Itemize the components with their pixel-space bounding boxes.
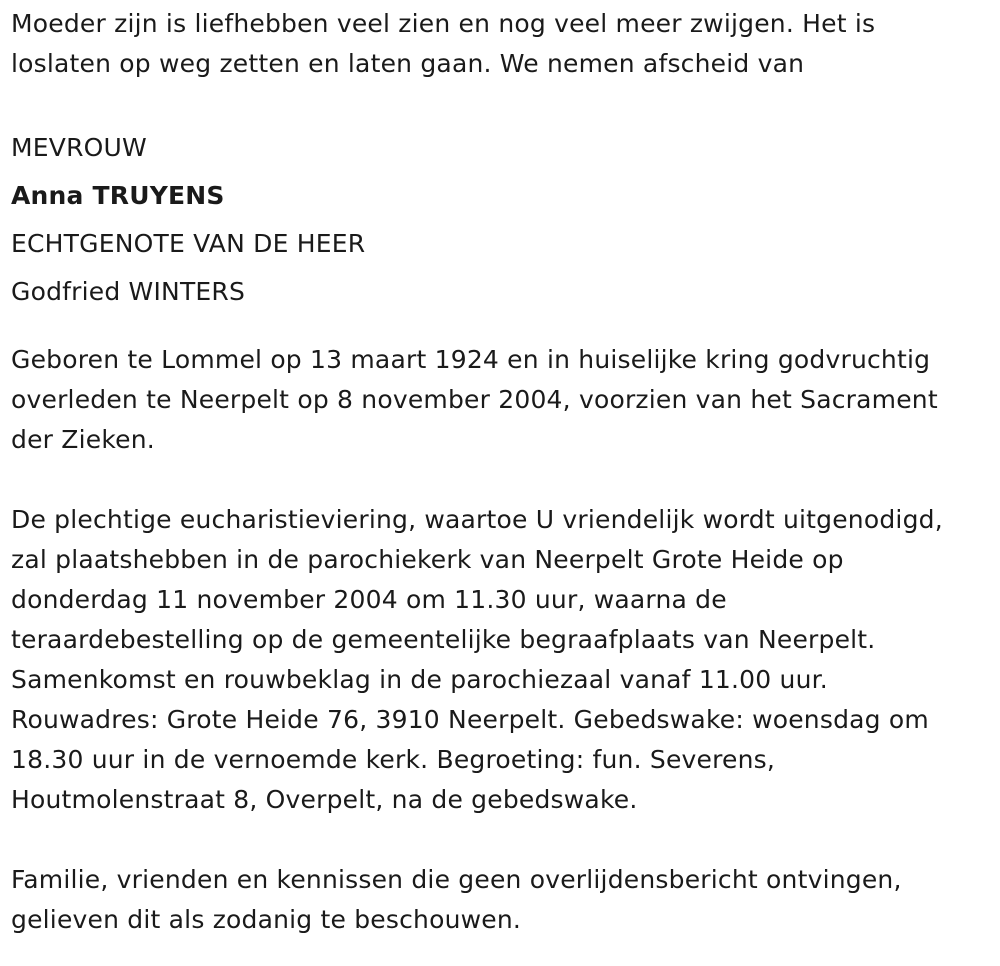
intro-paragraph xyxy=(11,4,996,84)
ceremony-line: zal plaatshebben in de parochiekerk van Neerpelt Grote Heide op xyxy=(11,545,844,574)
ceremony-line: Houtmolenstraat 8, Overpelt, na de gebedswake. xyxy=(11,785,638,814)
spacer xyxy=(11,84,996,124)
closing-paragraph xyxy=(11,860,996,940)
birth-death-line: der Zieken. xyxy=(11,425,155,454)
ceremony-line: Rouwadres: Grote Heide 76, 3910 Neerpelt. Gebedswake: woensdag om xyxy=(11,705,929,734)
spacer xyxy=(11,820,996,860)
birth-death-line: overleden te Neerpelt op 8 november 2004, voorzien van het Sacrament xyxy=(11,385,938,414)
ceremony-paragraph xyxy=(11,500,996,820)
ceremony-line: teraardebestelling op de gemeentelijke begraafplaats van Neerpelt. xyxy=(11,625,876,654)
deceased-block xyxy=(11,124,996,316)
intro-line: loslaten op weg zetten en laten gaan. We nemen afscheid van xyxy=(11,49,805,78)
intro-line: Moeder zijn is liefhebben veel zien en nog veel meer zwijgen. Het is xyxy=(11,9,876,38)
spouse-name: Godfried WINTERS xyxy=(11,277,246,306)
closing-line: gelieven dit als zodanig te beschouwen. xyxy=(11,905,522,934)
birth-death-paragraph xyxy=(11,340,996,460)
birth-death-line: Geboren te Lommel op 13 maart 1924 en in huiselijke kring godvruchtig xyxy=(11,345,931,374)
spacer xyxy=(11,460,996,500)
relation-label: ECHTGENOTE VAN DE HEER xyxy=(11,229,366,258)
ceremony-line: De plechtige eucharistieviering, waartoe U vriendelijk wordt uitgenodigd, xyxy=(11,505,943,534)
deceased-name: Anna TRUYENS xyxy=(11,181,225,210)
spacer xyxy=(11,316,996,340)
deceased-title: MEVROUW xyxy=(11,133,147,162)
ceremony-line: Samenkomst en rouwbeklag in de parochiezaal vanaf 11.00 uur. xyxy=(11,665,828,694)
ceremony-line: donderdag 11 november 2004 om 11.30 uur, waarna de xyxy=(11,585,727,614)
obituary-document xyxy=(11,4,996,940)
closing-line: Familie, vrienden en kennissen die geen overlijdensbericht ontvingen, xyxy=(11,865,902,894)
ceremony-line: 18.30 uur in de vernoemde kerk. Begroeting: fun. Severens, xyxy=(11,745,776,774)
